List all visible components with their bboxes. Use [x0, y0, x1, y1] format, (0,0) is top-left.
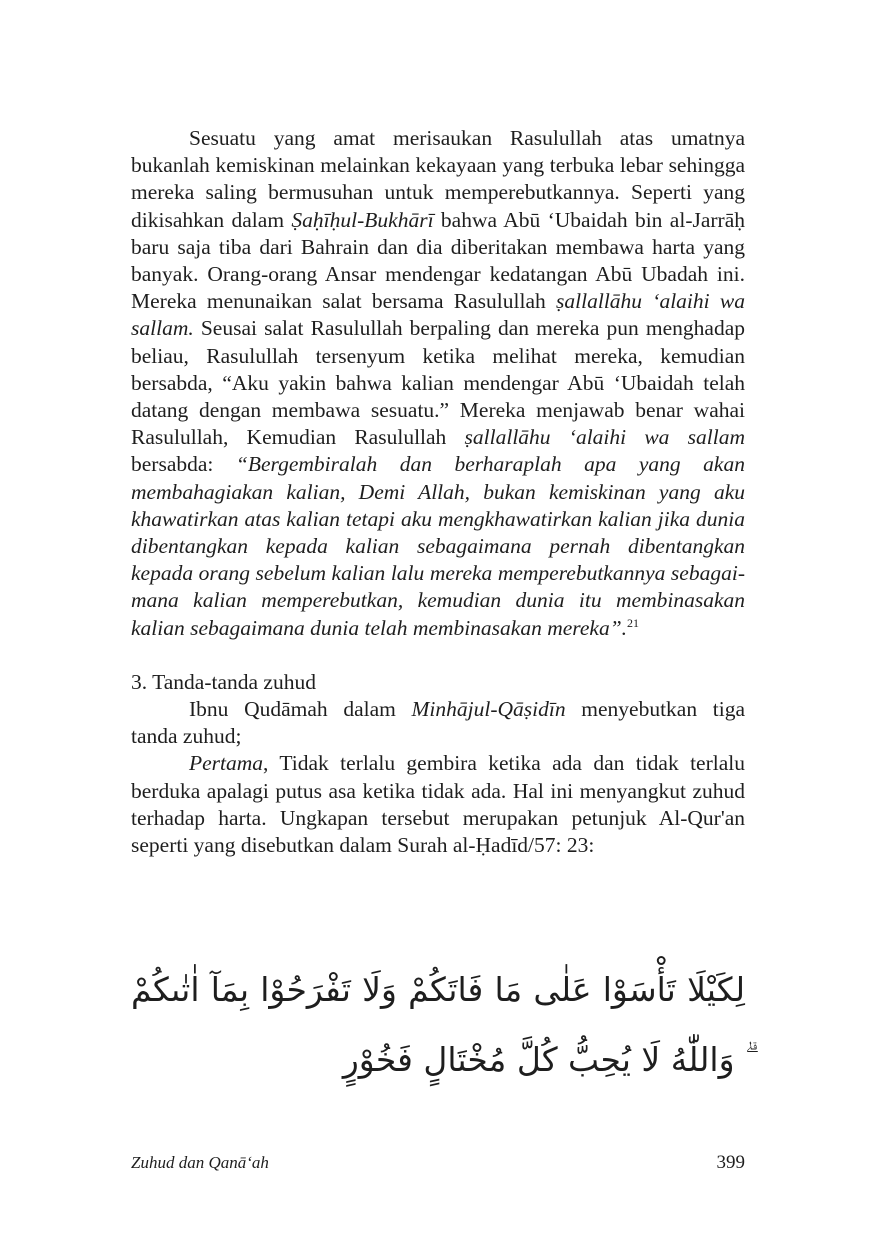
text-run: Ibnu Qudāmah dalam: [189, 697, 412, 722]
paragraph: [131, 125, 745, 642]
page-footer: [131, 1152, 745, 1174]
text-run: bersabda:: [131, 452, 236, 477]
italic-salutation: ṣallallāhu ‘alaihi wa sallam.: [131, 289, 745, 341]
italic-term: Pertama: [189, 751, 264, 776]
section-heading: 3. Tanda-tanda zuhud: [131, 669, 316, 694]
page-number: 399: [716, 1152, 745, 1173]
paragraph: [131, 696, 745, 750]
text-run: menyebutkan tiga tanda zuhud;: [131, 697, 745, 749]
italic-book-title: Minhājul-Qāṣidīn: [411, 697, 566, 722]
arabic-verse: لِكَيْلَا تَأْسَوْا عَلٰى مَا فَاتَكُمْ وَلَا تَفْرَحُوْا بِمَآ اٰتٰىكُمْ ۗ وَاللّٰهُ لَا يُحِبُّ كُلَّ مُخْتَالٍ فَخُوْرٍ: [131, 970, 745, 1079]
footer-title: Zuhud dan Qanā‘ah: [131, 1153, 269, 1172]
text-run: Sesuatu yang amat merisaukan Rasulullah atas umatnya bukanlah kemiskinan melainkan kekayaan yang terbuka lebar sehingga mereka saling bermusuhan untuk memperebutkannya. Seperti yang dikisahkan dalam: [131, 126, 745, 232]
italic-salutation: ṣallallāhu ‘alaihi wa sallam: [464, 425, 745, 450]
text-run: bahwa Abū ‘Ubaidah bin al-Jarrāḥ baru saja tiba dari Bahrain dan dia diberitakan membawa harta yang banyak. Orang-orang Ansar mendengar kedatangan Abū Ubadah ini. Mereka menunaikan salat bersama Rasulullah: [131, 207, 745, 314]
text-run: Seusai salat Rasulullah berpaling dan mereka pun menghadap beliau, Rasulullah tersenyum ketika melihat mereka, kemudian bersabda, “Aku yakin bahwa kalian mendengar Abū ‘Ubaidah telah datang dengan membawa sesuatu.” Mereka menjawab benar wahai Rasulullah, Kemudian Rasulullah: [131, 316, 745, 450]
italic-hadith-quote: “Bergembiralah dan berharaplah apa yang akan membahagiakan kalian, Demi Allah, bukan kemiskinan yang aku khawatirkan atas kalian tetapi aku mengkhawatirkan kalian jika dunia dibentangkan kepada kalian sebagaimana pernah dibentangkan kepada orang sebelum kalian lalu mereka memperebutkannya sebagaimana kalian memperebutkan, kemudian dunia itu membinasakan kalian sebagaimana dunia telah membinasakan mereka”.: [131, 452, 745, 640]
text-run: , Tidak terlalu gembira ketika ada dan tidak terlalu berduka apalagi putus asa ketika tidak ada. Hal ini menyangkut zuhud terhadap harta. Ungkapan tersebut merupakan petunjuk Al-Qur'an seperti yang disebutkan dalam Surah al-Ḥadīd/57: 23:: [131, 751, 745, 858]
italic-book-title: Ṣaḥīḥul-Bukhārī: [291, 207, 434, 232]
body-text: [131, 125, 745, 859]
paragraph: [131, 750, 745, 859]
footnote-reference[interactable]: 21: [627, 615, 640, 630]
